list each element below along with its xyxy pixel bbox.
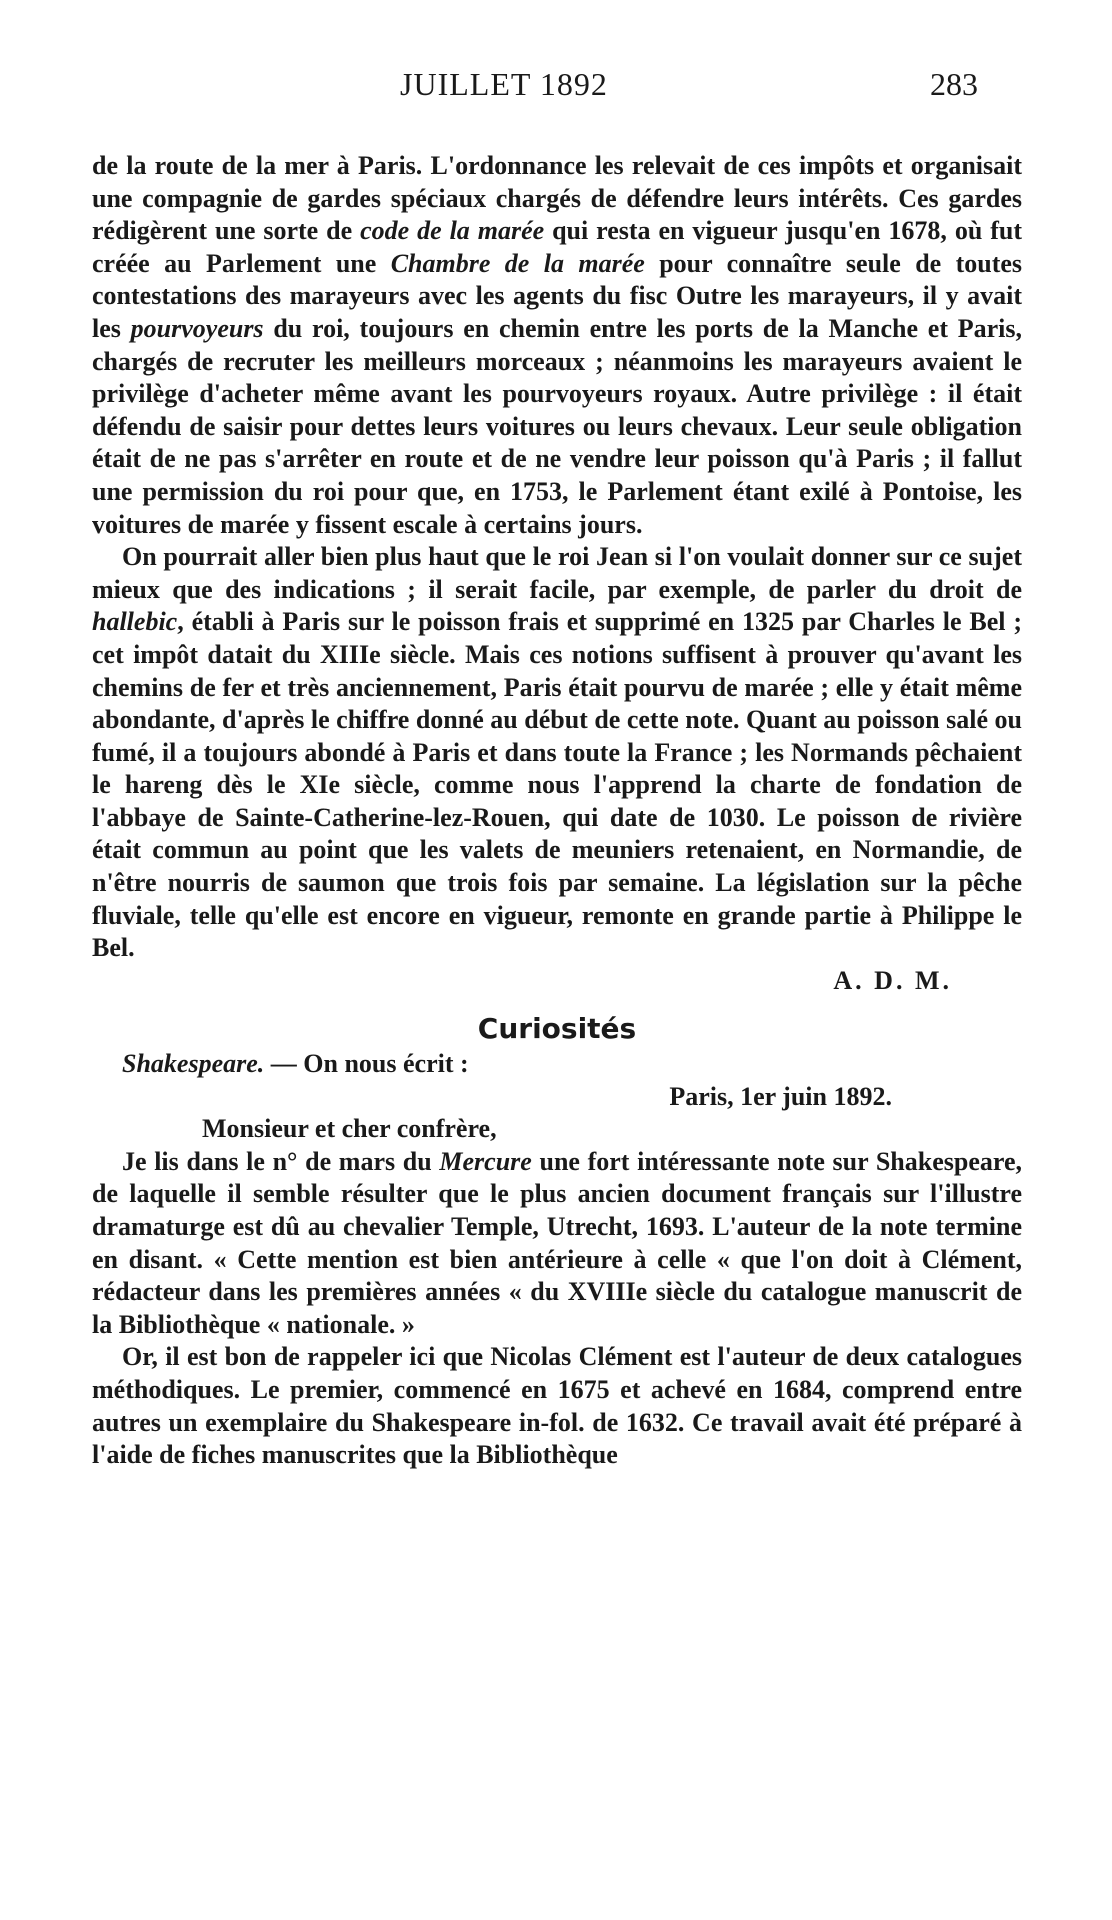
text-run: Je lis dans le n° de mars du [122, 1146, 432, 1176]
body-text [92, 150, 1022, 1472]
text-run: du roi, toujours en chemin entre les ports de la Manche et Paris, chargés de recruter les meilleurs morceaux ; néanmoins les marayeurs avaient le privilège d'acheter même avant les pourvoyeurs royaux. Autre privilège : il était défendu de saisir pour dettes leurs voitures ou leurs chevaux. Leur seule obligation était de ne pas s'arrêter en route et de ne vendre leur poisson qu'à Paris ; il fallut une permission du roi pour que, en 1753, le Parlement étant exilé à Pontoise, les voitures de marée y fissent escale à certains jours. [92, 313, 1023, 539]
letter-paragraph-1 [92, 1146, 1022, 1342]
italic-term: Chambre de la marée [390, 248, 645, 278]
article-signature: A. D. M. [833, 965, 952, 995]
letter-dateline: Paris, 1er juin 1892. [669, 1081, 892, 1111]
italic-term: code de la marée [360, 216, 545, 246]
page-number: 283 [930, 66, 978, 102]
italic-term: Mercure [439, 1146, 532, 1176]
note-heading [92, 1048, 1022, 1081]
italic-term: hallebic [92, 607, 178, 637]
article-paragraph-1 [92, 150, 1022, 541]
text-run: On pourrait aller bien plus haut que le roi Jean si l'on voulait donner sur ce sujet mieux que des indications ; il serait facile, par exemple, de parler du droit de [92, 542, 1022, 604]
text-run: une fort intéressante note sur Shakespeare, de laquelle il semble résulter que le plus ancien document français sur l'illustre dramaturge est dû au chevalier Temple, Utrecht, 1693. L'auteur de la note termine en disant. « Cette mention est bien antérieure à celle « que l'on doit à Clément, rédacteur dans les premières années « du XVIIIe siècle du catalogue manuscrit de la Bibliothèque « nationale. » [92, 1146, 1022, 1339]
note-intro: — On nous écrit : [270, 1049, 469, 1079]
text-run: pour connaître seule de toutes contestations des marayeurs avec les agents du fisc Outre les marayeurs, il y avait les [92, 248, 1023, 343]
section-heading: Curiosités [477, 1012, 637, 1046]
running-title: JUILLET 1892 [400, 66, 608, 102]
text-run: qui resta en vigueur jusqu'en 1678, où fut créée au Parlement une [92, 216, 1023, 278]
italic-term: pourvoyeurs [130, 313, 264, 343]
text-run: , établi à Paris sur le poisson frais et supprimé en 1325 par Charles le Bel ; cet impôt datait du XIIIe siècle. Mais ces notions suffisent à prouver qu'avant les chemins de fer et très anciennement, Paris était pourvu de marée ; elle y était même abondante, d'après le chiffre donné au début de cette note. Quant au poisson salé ou fumé, il a toujours abondé à Paris et dans toute la France ; les Normands pêchaient le hareng dès le XIe siècle, comme nous l'apprend la charte de fondation de l'abbaye de Sainte-Catherine-lez-Rouen, qui date de 1030. Le poisson de rivière était commun au point que les valets de meuniers retenaient, en Normandie, de n'être nourris de saumon que trois fois par semaine. La législation sur la pêche fluviale, telle qu'elle est encore en vigueur, remonte en grande partie à Philippe le Bel. [92, 607, 1022, 963]
letter-salutation: Monsieur et cher confrère, [202, 1114, 497, 1144]
letter-paragraph-2: Or, il est bon de rappeler ici que Nicolas Clément est l'auteur de deux catalogues méthodiques. Le premier, commencé en 1675 et achevé en 1684, comprend entre autres un exemplaire du Shakespeare in-fol. de 1632. Ce travail avait été préparé à l'aide de fiches manuscrites que la Bibliothèque [92, 1342, 1022, 1470]
note-subject: Shakespeare. [122, 1049, 265, 1079]
running-head [0, 66, 1112, 116]
article-paragraph-2 [92, 541, 1022, 965]
text-run: de la route de la mer à Paris. L'ordonnance les relevait de ces impôts et organisait une compagnie de gardes spéciaux chargés de défendre leurs intérêts. Ces gardes rédigèrent une sorte de [92, 151, 1022, 246]
